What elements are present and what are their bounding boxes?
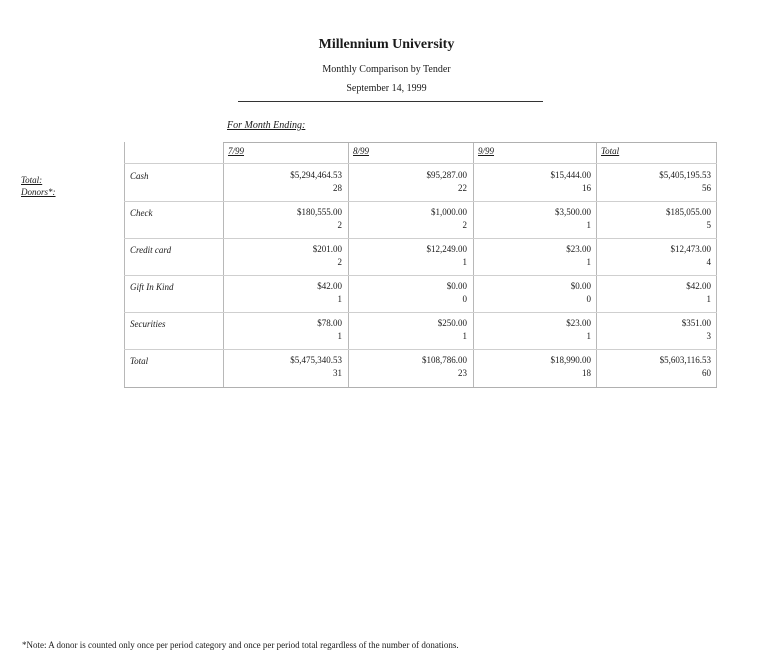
table-cell <box>601 169 711 195</box>
comparison-grid <box>124 142 717 388</box>
cell-donors: 22 <box>458 183 467 193</box>
grid-vline <box>716 142 717 388</box>
cell-amount: $351.00 <box>681 318 711 328</box>
table-cell <box>481 169 591 195</box>
grid-hline <box>124 163 717 164</box>
table-cell <box>601 354 711 380</box>
cell-donors: 2 <box>462 220 467 230</box>
header-rule <box>238 101 543 102</box>
cell-amount: $3,500.00 <box>555 207 591 217</box>
grid-vline <box>348 142 349 388</box>
table-cell <box>357 317 467 343</box>
cell-donors: 28 <box>333 183 342 193</box>
grid-vline <box>596 142 597 388</box>
period-caption: For Month Ending: <box>227 120 306 131</box>
cell-amount: $5,603,116.53 <box>659 355 711 365</box>
cell-amount: $18,990.00 <box>550 355 591 365</box>
table-cell <box>232 243 342 269</box>
table-cell <box>357 169 467 195</box>
report-date: September 14, 1999 <box>346 83 427 94</box>
table-cell <box>232 317 342 343</box>
cell-amount: $0.00 <box>446 281 467 291</box>
table-cell <box>232 169 342 195</box>
grid-hline <box>124 349 717 350</box>
table-cell <box>357 243 467 269</box>
cell-amount: $95,287.00 <box>426 170 467 180</box>
cell-amount: $185,055.00 <box>666 207 711 217</box>
column-header-8-99: 8/99 <box>353 146 370 156</box>
cell-donors: 0 <box>462 294 467 304</box>
grid-hline <box>223 142 717 143</box>
grid-vline <box>124 142 125 388</box>
grid-hline <box>124 238 717 239</box>
cell-donors: 18 <box>582 368 591 378</box>
table-cell <box>481 317 591 343</box>
column-header-7-99: 7/99 <box>228 146 245 156</box>
cell-amount: $0.00 <box>570 281 591 291</box>
table-cell <box>481 354 591 380</box>
report-subtitle: Monthly Comparison by Tender <box>322 64 451 75</box>
cell-donors: 1 <box>337 331 342 341</box>
cell-donors: 1 <box>586 331 591 341</box>
cell-donors: 1 <box>586 220 591 230</box>
cell-donors: 1 <box>706 294 711 304</box>
row-label-check: Check <box>130 208 153 218</box>
cell-amount: $180,555.00 <box>297 207 342 217</box>
side-labels <box>21 174 56 198</box>
table-cell <box>601 243 711 269</box>
cell-donors: 5 <box>706 220 711 230</box>
table-cell <box>481 280 591 306</box>
table-cell <box>481 206 591 232</box>
row-label-securities: Securities <box>130 319 166 329</box>
grid-hline <box>124 201 717 202</box>
column-header-9-99: 9/99 <box>478 146 495 156</box>
grid-hline <box>124 312 717 313</box>
cell-amount: $12,473.00 <box>670 244 711 254</box>
cell-donors: 31 <box>333 368 342 378</box>
table-cell <box>232 206 342 232</box>
cell-donors: 2 <box>337 220 342 230</box>
cell-amount: $250.00 <box>437 318 467 328</box>
cell-amount: $5,405,195.53 <box>659 170 711 180</box>
grid-vline <box>223 142 224 388</box>
cell-amount: $15,444.00 <box>550 170 591 180</box>
row-label-cash: Cash <box>130 171 149 181</box>
cell-amount: $1,000.00 <box>431 207 467 217</box>
cell-amount: $23.00 <box>566 318 591 328</box>
grid-hline <box>124 387 717 388</box>
cell-amount: $5,475,340.53 <box>290 355 342 365</box>
row-label-credit-card: Credit card <box>130 245 172 255</box>
table-cell <box>232 280 342 306</box>
cell-amount: $42.00 <box>317 281 342 291</box>
cell-amount: $201.00 <box>312 244 342 254</box>
row-label-gift-in-kind: Gift In Kind <box>130 282 174 292</box>
cell-amount: $12,249.00 <box>426 244 467 254</box>
cell-donors: 1 <box>586 257 591 267</box>
side-label-donors: Donors*: <box>21 187 56 197</box>
row-label-total: Total <box>130 356 149 366</box>
footnote: *Note: A donor is counted only once per period category and once per period total regardless of the number of donations. <box>22 640 459 650</box>
cell-donors: 4 <box>706 257 711 267</box>
cell-donors: 60 <box>702 368 711 378</box>
cell-amount: $5,294,464.53 <box>290 170 342 180</box>
cell-donors: 1 <box>462 331 467 341</box>
cell-amount: $42.00 <box>686 281 711 291</box>
cell-donors: 0 <box>586 294 591 304</box>
column-header-total: Total <box>601 146 620 156</box>
table-cell <box>357 280 467 306</box>
side-label-total: Total: <box>21 175 43 185</box>
table-cell <box>601 206 711 232</box>
table-cell <box>481 243 591 269</box>
report-title: Millennium University <box>318 37 455 52</box>
cell-donors: 23 <box>458 368 467 378</box>
table-cell <box>232 354 342 380</box>
cell-donors: 3 <box>706 331 711 341</box>
cell-donors: 56 <box>702 183 711 193</box>
cell-donors: 2 <box>337 257 342 267</box>
cell-donors: 1 <box>462 257 467 267</box>
table-cell <box>357 354 467 380</box>
table-cell <box>357 206 467 232</box>
grid-vline <box>473 142 474 388</box>
table-cell <box>601 317 711 343</box>
table-cell <box>601 280 711 306</box>
cell-donors: 16 <box>582 183 591 193</box>
cell-amount: $108,786.00 <box>422 355 467 365</box>
cell-amount: $78.00 <box>317 318 342 328</box>
cell-donors: 1 <box>337 294 342 304</box>
cell-amount: $23.00 <box>566 244 591 254</box>
grid-hline <box>124 275 717 276</box>
